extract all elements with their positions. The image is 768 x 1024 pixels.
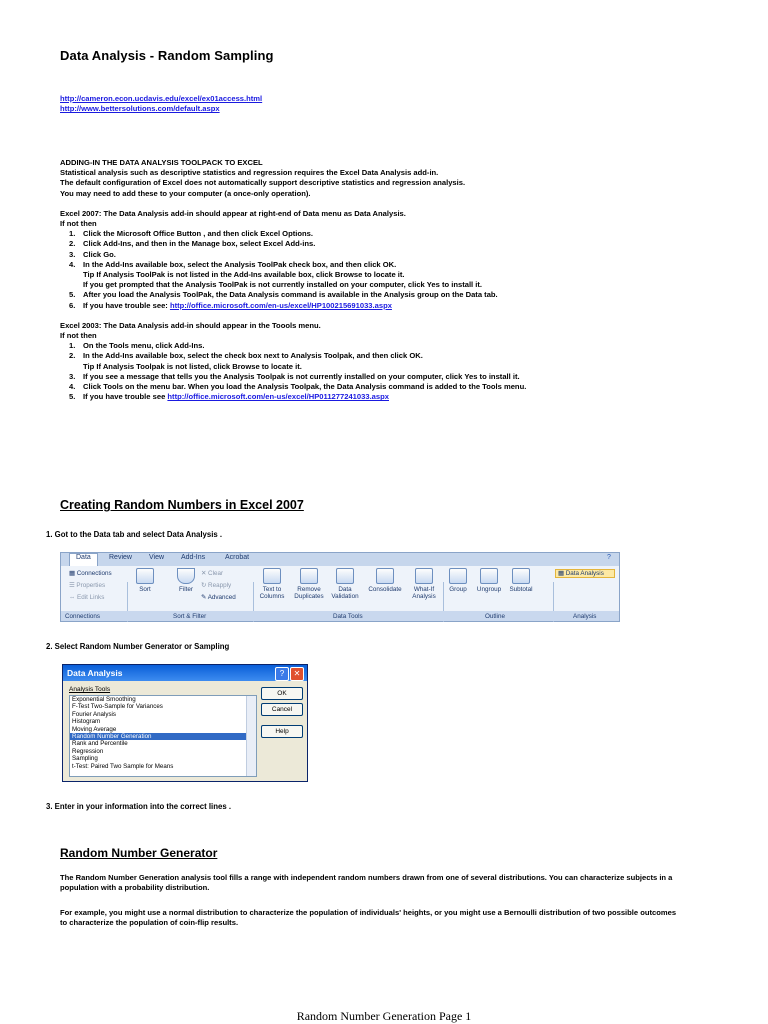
group-label-data-tools: Data Tools (333, 613, 363, 620)
filter-button[interactable]: Filter (173, 568, 199, 593)
group-button[interactable]: Group (445, 568, 471, 593)
reapply-button[interactable]: ↻ Reapply (201, 582, 232, 589)
link-bettersolutions[interactable]: http://www.bettersolutions.com/default.aspx (60, 104, 220, 114)
text-to-columns-icon (263, 568, 281, 584)
list-item: Tip If Analysis ToolPak is not listed in the Add-Ins available box, click Browse to locate it. (83, 270, 405, 280)
step-1: 1. Got to the Data tab and select Data Analysis . (46, 530, 223, 539)
properties-button[interactable]: ☰ Properties (69, 582, 106, 589)
tab-acrobat[interactable]: Acrobat (225, 554, 250, 561)
list-item: 2. Click Add-Ins, and then in the Manage box, select Excel Add-ins. (69, 239, 316, 249)
clear-button[interactable]: ✕ Clear (201, 570, 224, 577)
sort-icon (136, 568, 154, 584)
list-item: 4. Click Tools on the menu bar. When you load the Analysis Toolpak, the Data Analysis command is added to the Tools menu. (69, 382, 527, 392)
ribbon-tabs (61, 553, 619, 566)
ungroup-icon (480, 568, 498, 584)
if-not-then-2003: If not then (60, 331, 97, 341)
ungroup-button[interactable]: Ungroup (473, 568, 505, 593)
list-item[interactable]: F-Test Two-Sample for Variances (72, 703, 163, 711)
list-item: 3. Click Go. (69, 249, 116, 259)
close-icon[interactable]: ✕ (290, 667, 304, 681)
list-item: If you get prompted that the Analysis ToolPak is not currently installed on your computer, click Yes to install it. (83, 280, 483, 290)
connections-button[interactable]: ▦ Connections (69, 570, 112, 577)
analysis-tools-label: Analysis Tools (69, 686, 111, 693)
excel-ribbon (60, 552, 620, 622)
help-button[interactable]: Help (261, 725, 303, 738)
ribbon-group-labels (61, 611, 619, 621)
advanced-button[interactable]: ✎ Advanced (201, 594, 236, 601)
addin-p1: Statistical analysis such as descriptive statistics and regression requires the Excel Data Analysis add-in. (60, 168, 439, 178)
list-item: 5. After you load the Analysis ToolPak, the Data Analysis command is available in the Analysis group on the Data tab. (69, 290, 498, 300)
heading-creating-random-numbers: Creating Random Numbers in Excel 2007 (60, 498, 304, 512)
list-item[interactable]: Exponential Smoothing (72, 696, 136, 703)
ribbon-body (61, 566, 619, 613)
excel2007-intro: Excel 2007: The Data Analysis add-in should appear at right-end of Data menu as Data Analysis. (60, 208, 406, 218)
data-analysis-dialog (62, 664, 308, 782)
heading-random-number-generator: Random Number Generator (60, 846, 218, 860)
list-item-selected[interactable]: Random Number Generation (70, 733, 256, 740)
addin-heading: ADDING-IN THE DATA ANALYSIS TOOLPACK TO EXCEL (60, 158, 263, 167)
addin-p3: You may need to add these to your computer (a once-only operation). (60, 188, 311, 198)
list-item: 1. On the Tools menu, click Add-Ins. (69, 341, 205, 351)
filter-icon (177, 568, 195, 584)
page-title: Data Analysis - Random Sampling (60, 48, 274, 63)
list-item: 6. If you have trouble see: http://office.microsoft.com/en-us/excel/HP100215691033.aspx (69, 300, 392, 310)
tab-add-ins[interactable]: Add-Ins (181, 554, 206, 561)
step-2: 2. Select Random Number Generator or Sampling (46, 642, 230, 651)
help-icon[interactable]: ? (275, 667, 289, 681)
analysis-tools-list[interactable] (69, 695, 257, 777)
data-validation-icon (336, 568, 354, 584)
subtotal-button[interactable]: Subtotal (505, 568, 537, 593)
list-item[interactable]: Moving Average (72, 725, 117, 733)
dialog-title: Data Analysis (63, 665, 307, 681)
remove-duplicates-button[interactable]: Remove Duplicates (291, 568, 327, 600)
addin-p2: The default configuration of Excel does not automatically support descriptive statistics and regression analysis. (60, 178, 466, 188)
tab-review[interactable]: Review (109, 554, 132, 561)
group-label-analysis: Analysis (573, 613, 597, 620)
group-label-outline: Outline (485, 613, 505, 620)
rng-paragraph-2: For example, you might use a normal distribution to characterize the population of individuals' heights, or you might use a Bernoulli distribution of two possible outcomes to characterize the population of coin-flip results. (60, 908, 677, 928)
consolidate-button[interactable]: Consolidate (363, 568, 407, 593)
tab-view[interactable]: View (149, 554, 165, 561)
excel2003-steps (60, 341, 660, 402)
list-item: 1. Click the Microsoft Office Button , and then click Excel Options. (69, 229, 313, 239)
list-item[interactable]: t-Test: Paired Two Sample for Means (72, 762, 174, 770)
help-icon[interactable]: ? (607, 554, 611, 561)
subtotal-icon (512, 568, 530, 584)
list-item[interactable]: Fourier Analysis (72, 710, 117, 718)
scrollbar[interactable] (246, 696, 256, 776)
reference-links (60, 94, 262, 114)
excel2003-intro: Excel 2003: The Data Analysis add-in should appear in the Toools menu. (60, 320, 321, 330)
link-ms-2003[interactable]: http://office.microsoft.com/en-us/excel/HP011277241033.aspx (167, 392, 389, 402)
addin-section (60, 158, 660, 402)
list-item[interactable]: Histogram (72, 718, 101, 726)
what-if-icon (415, 568, 433, 584)
step-3: 3. Enter in your information into the correct lines . (46, 802, 231, 811)
ok-button[interactable]: OK (261, 687, 303, 700)
cancel-button[interactable]: Cancel (261, 703, 303, 716)
if-not-then-2007: If not then (60, 219, 97, 229)
link-cameron[interactable]: http://cameron.econ.ucdavis.edu/excel/ex01access.html (60, 94, 263, 103)
list-item[interactable]: Rank and Percentile (72, 740, 128, 748)
text-to-columns-button[interactable]: Text to Columns (255, 568, 289, 600)
consolidate-icon (376, 568, 394, 584)
list-item: 2. In the Add-Ins available box, select the check box next to Analysis Toolpak, and then click OK. (69, 351, 423, 361)
what-if-analysis-button[interactable]: What-If Analysis (407, 568, 441, 600)
link-ms-2007[interactable]: http://office.microsoft.com/en-us/excel/HP100215691033.aspx (169, 300, 392, 310)
edit-links-button[interactable]: ⇔ Edit Links (69, 594, 105, 601)
data-analysis-button[interactable]: ▦ Data Analysis (555, 569, 615, 578)
list-item: 5. If you have trouble see http://office.microsoft.com/en-us/excel/HP011277241033.aspx (69, 392, 389, 402)
list-item: Tip If Analysis Toolpak is not listed, click Browse to locate it. (83, 361, 302, 371)
rng-paragraph-1: The Random Number Generation analysis tool fills a range with independent random numbers drawn from one of several distributions. You can characterize subjects in a population with a probability distribution. (60, 873, 673, 893)
excel2007-steps (60, 229, 660, 311)
list-item: 3. If you see a message that tells you the Analysis Toolpak is not currently installed on your computer, click Yes to install it. (69, 371, 520, 381)
group-label-sort-filter: Sort & Filter (173, 613, 207, 620)
data-validation-button[interactable]: Data Validation (329, 568, 361, 600)
group-label-connections: Connections (65, 613, 101, 620)
remove-duplicates-icon (300, 568, 318, 584)
page-footer: Random Number Generation Page 1 (296, 1009, 472, 1023)
group-icon (449, 568, 467, 584)
list-item[interactable]: Regression (72, 747, 104, 755)
tab-data[interactable]: Data (69, 553, 98, 567)
sort-button[interactable]: Sort (131, 568, 159, 593)
list-item[interactable]: Sampling (72, 755, 98, 763)
list-item: 4. In the Add-Ins available box, select the Analysis ToolPak check box, and then click OK. (69, 259, 397, 269)
